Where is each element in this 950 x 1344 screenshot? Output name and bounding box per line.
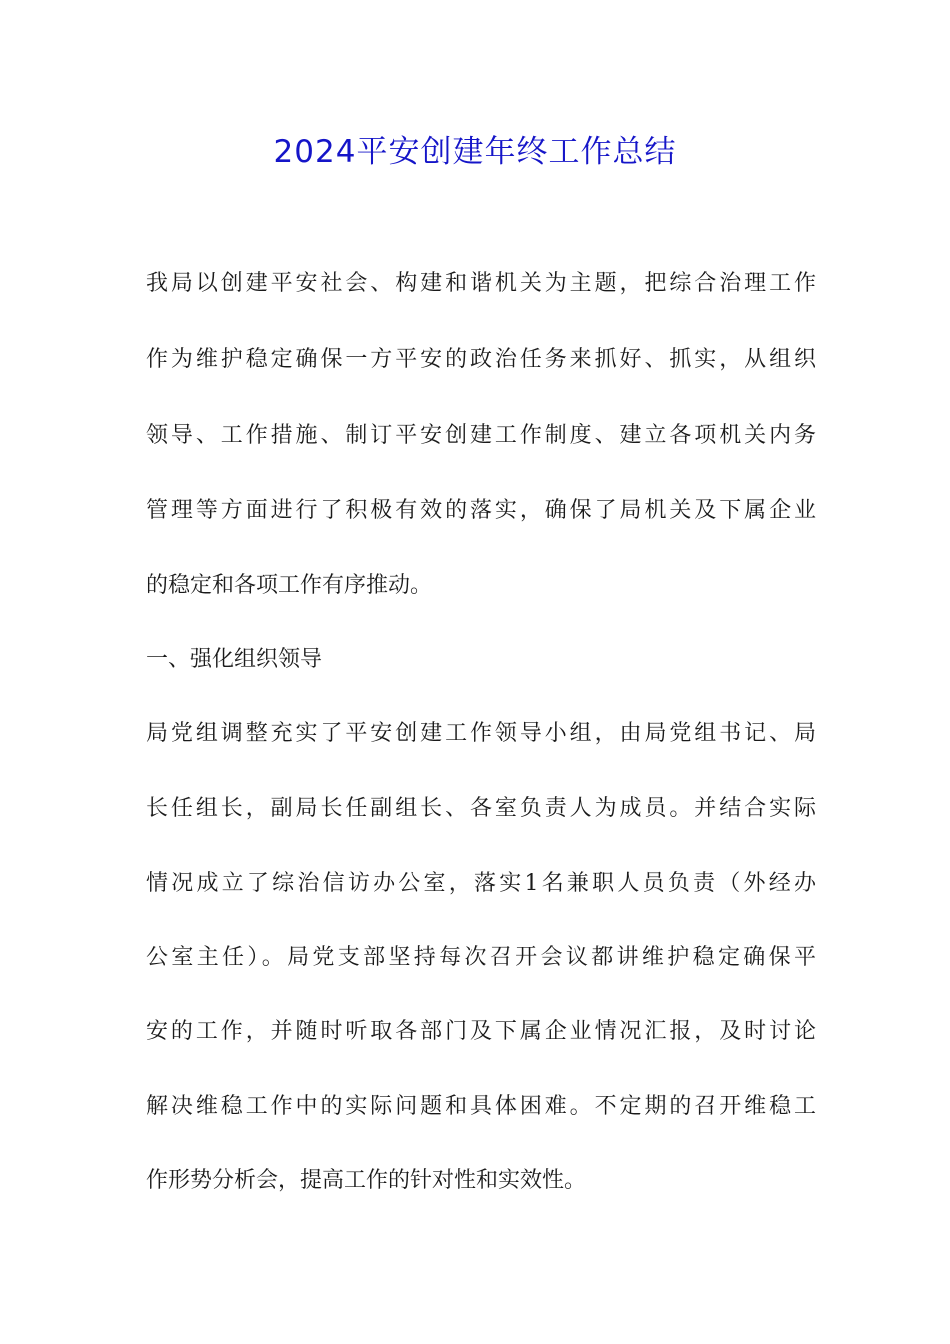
document-title: 2024平安创建年终工作总结 xyxy=(273,134,677,170)
paragraph-line: 作为维护稳定确保一方平安的政治任务来抓好、抓实，从组织 xyxy=(146,347,816,372)
paragraph-line: 安的工作，并随时听取各部门及下属企业情况汇报，及时讨论 xyxy=(146,1019,816,1044)
section-heading: 一、强化组织领导 xyxy=(146,647,323,672)
paragraph-line: 解决维稳工作中的实际问题和具体困难。不定期的召开维稳工 xyxy=(146,1094,816,1119)
paragraph-line: 我局以创建平安社会、构建和谐机关为主题，把综合治理工作 xyxy=(146,271,816,296)
paragraph-line: 作形势分析会，提高工作的针对性和实效性。 xyxy=(146,1168,587,1193)
paragraph-line: 管理等方面进行了积极有效的落实，确保了局机关及下属企业 xyxy=(146,498,816,523)
paragraph-line: 公室主任）。局党支部坚持每次召开会议都讲维护稳定确保平 xyxy=(146,945,816,970)
paragraph-line: 领导、工作措施、制订平安创建工作制度、建立各项机关内务 xyxy=(146,423,816,448)
paragraph-line: 情况成立了综治信访办公室，落实1名兼职人员负责（外经办 xyxy=(146,871,816,896)
paragraph-line: 局党组调整充实了平安创建工作领导小组，由局党组书记、局 xyxy=(146,721,816,746)
paragraph-line: 的稳定和各项工作有序推动。 xyxy=(146,573,433,598)
paragraph-line: 长任组长，副局长任副组长、各室负责人为成员。并结合实际 xyxy=(146,796,816,821)
